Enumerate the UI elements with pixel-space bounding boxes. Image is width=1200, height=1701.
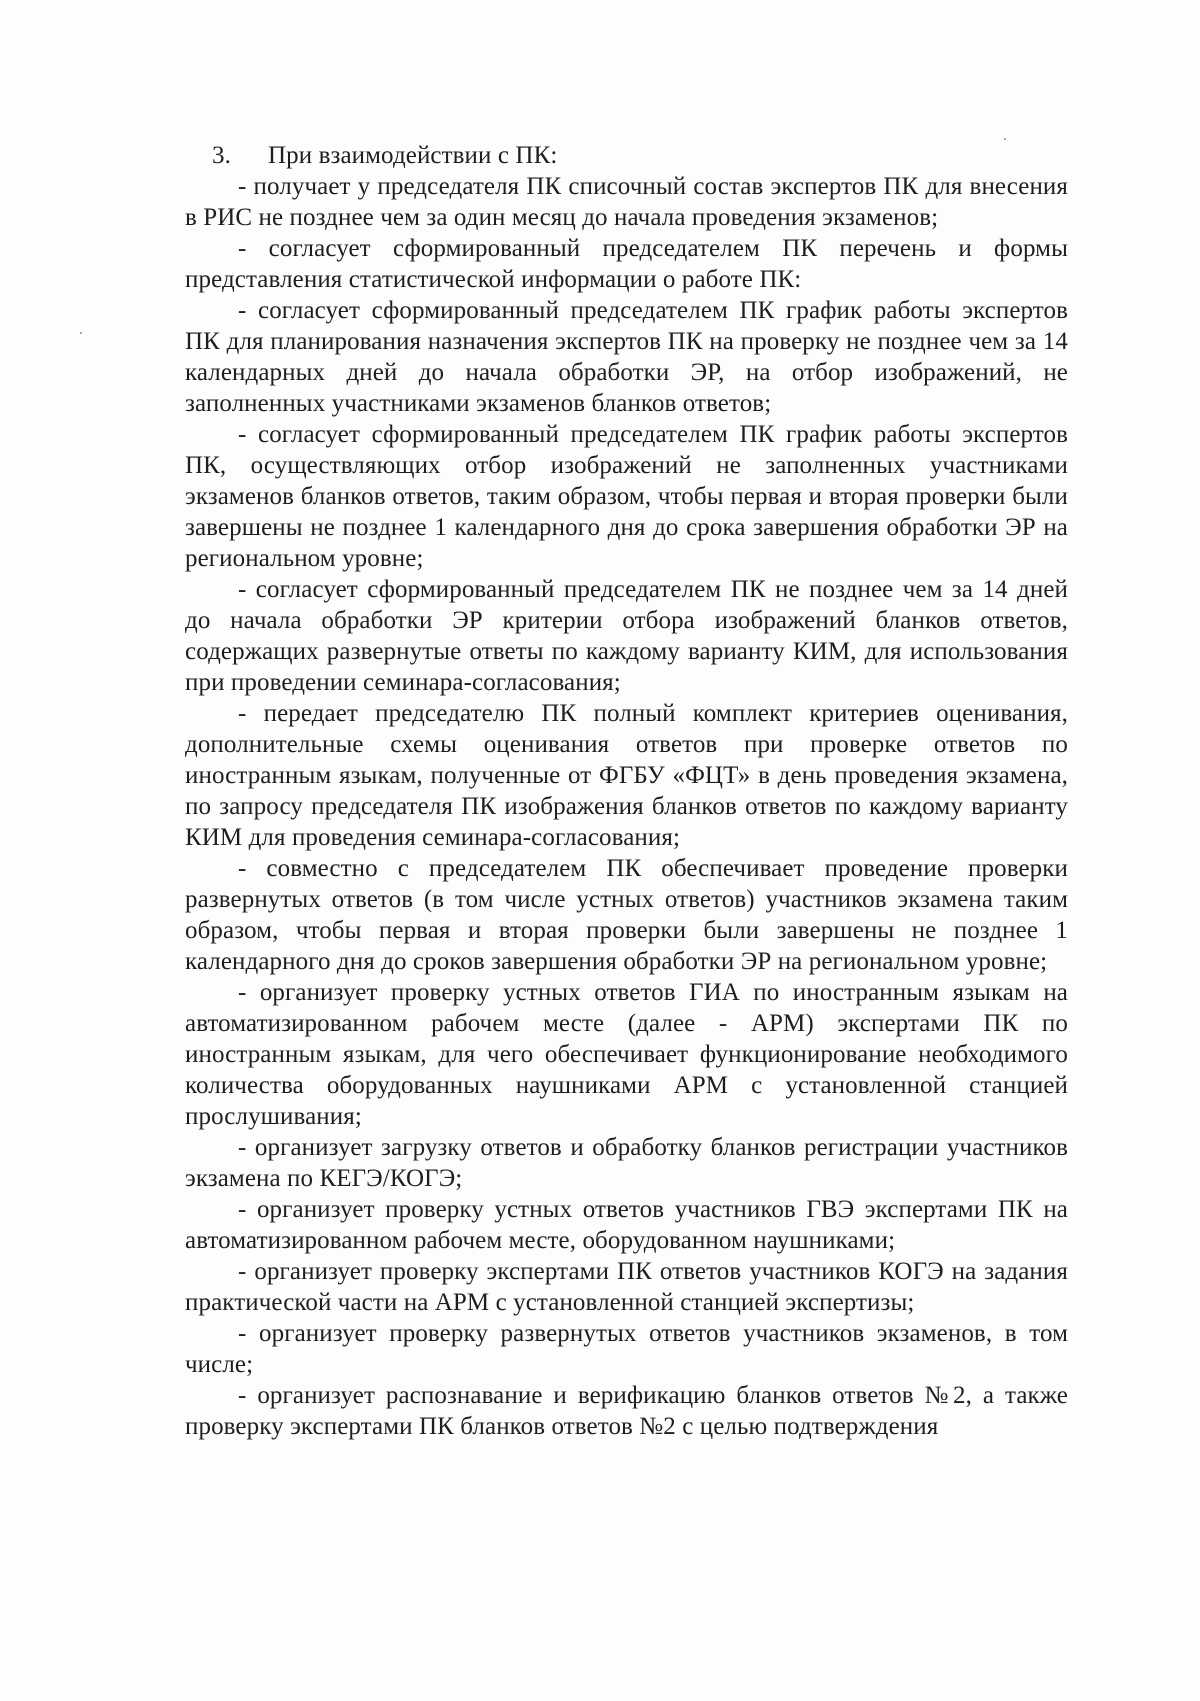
paragraph: - согласует сформированный председателем ПК не позднее чем за 14 дней до начала обработки ЭР критерии отбора изображений бланков ответов, содержащих развернутые ответы по каждому варианту КИМ, для использования при проведении семинара-согласования; xyxy=(185,576,1068,696)
section-number: 3. xyxy=(212,142,231,169)
document-body xyxy=(185,140,1068,1442)
paragraph: - организует проверку развернутых ответов участников экзаменов, в том числе; xyxy=(185,1320,1068,1378)
paragraph: - организует проверку экспертами ПК ответов участников КОГЭ на задания практической части на АРМ с установленной станцией экспертизы; xyxy=(185,1258,1068,1316)
paragraph: - согласует сформированный председателем ПК перечень и формы представления статистической информации о работе ПК: xyxy=(185,235,1068,293)
paragraph: - организует проверку устных ответов ГИА по иностранным языкам на автоматизированном рабочем месте (далее - АРМ) экспертами ПК по иностранным языкам, для чего обеспечивает функционирование необходимого количества оборудованных наушниками АРМ с установленной станцией прослушивания; xyxy=(185,979,1068,1130)
paragraph: - получает у председателя ПК списочный состав экспертов ПК для внесения в РИС не позднее чем за один месяц до начала проведения экзаменов; xyxy=(185,173,1068,231)
section-title: При взаимодействии с ПК: xyxy=(268,142,558,169)
paragraph: - организует проверку устных ответов участников ГВЭ экспертами ПК на автоматизированном рабочем месте, оборудованном наушниками; xyxy=(185,1196,1068,1254)
paragraph: - организует распознавание и верификацию бланков ответов №2, а также проверку экспертами ПК бланков ответов №2 с целью подтверждения xyxy=(185,1382,1068,1440)
paragraph: - согласует сформированный председателем ПК график работы экспертов ПК для планирования назначения экспертов ПК на проверку не позднее чем за 14 календарных дней до начала обработки ЭР, на отбор изображений, не заполненных участниками экзаменов бланков ответов; xyxy=(185,297,1068,417)
paragraph: - организует загрузку ответов и обработку бланков регистрации участников экзамена по КЕГЭ/КОГЭ; xyxy=(185,1134,1068,1192)
paragraph: - согласует сформированный председателем ПК график работы экспертов ПК, осуществляющих отбор изображений не заполненных участниками экзаменов бланков ответов, таким образом, чтобы первая и вторая проверки были завершены не позднее 1 календарного дня до срока завершения обработки ЭР на региональном уровне; xyxy=(185,421,1068,572)
paragraph: - совместно с председателем ПК обеспечивает проведение проверки развернутых ответов (в том числе устных ответов) участников экзамена таким образом, чтобы первая и вторая проверки были завершены не позднее 1 календарного дня до сроков завершения обработки ЭР на региональном уровне; xyxy=(185,855,1068,975)
section-heading xyxy=(212,140,1068,171)
paragraph: - передает председателю ПК полный комплект критериев оценивания, дополнительные схемы оценивания ответов при проверке ответов по иностранным языкам, полученные от ФГБУ «ФЦТ» в день проведения экзамена, по запросу председателя ПК изображения бланков ответов по каждому варианту КИМ для проведения семинара-согласования; xyxy=(185,700,1068,851)
scan-speck xyxy=(80,332,82,334)
